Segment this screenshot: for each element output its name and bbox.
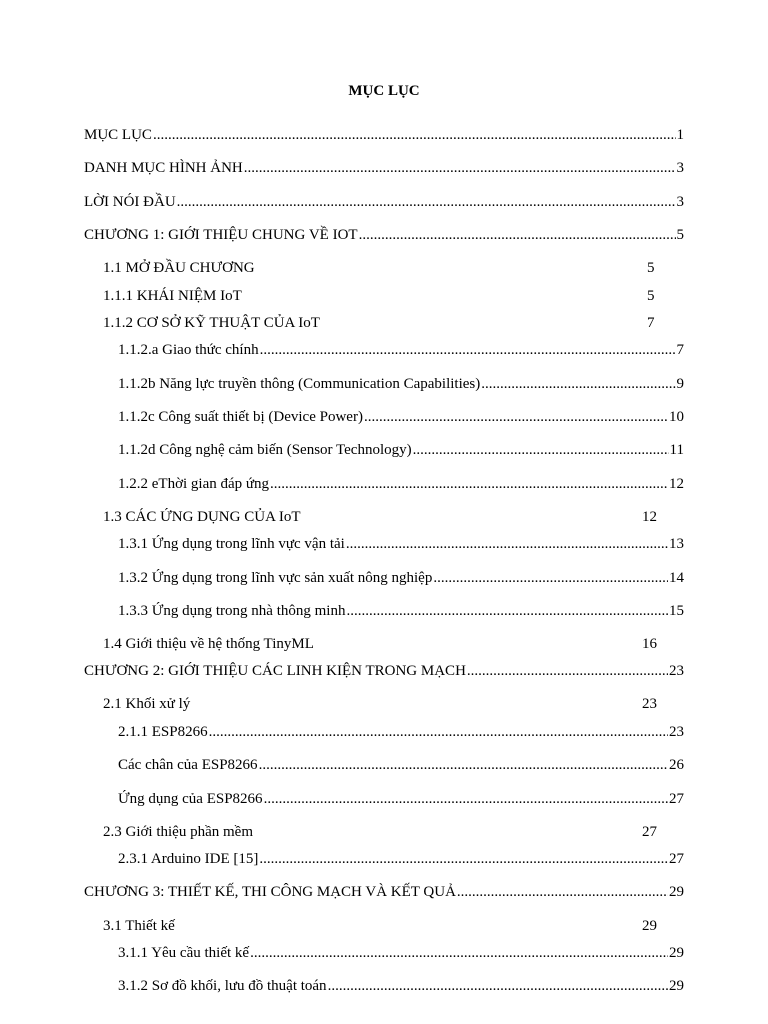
- toc-entry-page: 29: [669, 978, 684, 994]
- toc-entry-page: 12: [669, 476, 684, 492]
- toc-entry-label: 2.1.1 ESP8266: [118, 724, 208, 740]
- toc-entry-page: 3: [676, 160, 684, 176]
- toc-entry[interactable]: [118, 723, 684, 741]
- toc-entry-page: 5: [676, 227, 684, 243]
- toc-entry-label: 1.1.2.a Giao thức chính: [118, 342, 259, 358]
- toc-entry-label: 1.4 Giới thiệu về hệ thống TinyML: [103, 636, 314, 652]
- toc-entry[interactable]: [118, 535, 684, 553]
- toc-entry-page: 27: [642, 824, 657, 840]
- toc-entry-page: 29: [669, 884, 684, 900]
- dot-leader: [177, 193, 676, 211]
- toc-entry-label: CHƯƠNG 2: GIỚI THIỆU CÁC LINH KIỆN TRONG MẠCH: [84, 663, 466, 679]
- toc-entry-label: 3.1 Thiết kế: [103, 918, 175, 934]
- toc-entry[interactable]: [84, 193, 684, 211]
- toc-entry-page: 7: [676, 342, 684, 358]
- toc-entry-page: 11: [669, 442, 684, 458]
- toc-entry-page: 23: [669, 663, 684, 679]
- toc-entry-label: 1.3.1 Ứng dụng trong lĩnh vực vận tải: [118, 536, 345, 552]
- toc-entry-page: 27: [669, 851, 684, 867]
- toc-entry-page: 15: [669, 603, 684, 619]
- dot-leader: [346, 602, 668, 620]
- toc-entry-page: 23: [642, 696, 657, 712]
- toc-entry[interactable]: [118, 475, 684, 493]
- toc-entry[interactable]: [103, 823, 663, 841]
- dot-leader: [209, 723, 668, 741]
- dot-leader: [244, 159, 676, 177]
- toc-entry[interactable]: [118, 602, 684, 620]
- toc-entry[interactable]: [103, 508, 663, 526]
- toc-entry[interactable]: [118, 441, 684, 459]
- toc-entry-label: LỜI NÓI ĐẦU: [84, 194, 176, 210]
- toc-entry-page: 13: [669, 536, 684, 552]
- dot-leader: [467, 662, 668, 680]
- toc-entry-page: 23: [669, 724, 684, 740]
- toc-entry[interactable]: [84, 662, 684, 680]
- dot-leader: [259, 850, 668, 868]
- toc-entry-label: 1.3.3 Ứng dụng trong nhà thông minh: [118, 603, 346, 619]
- dot-leader: [328, 977, 668, 995]
- toc-entry[interactable]: [103, 917, 663, 935]
- toc-entry-label: 1.2.2 eThời gian đáp ứng: [118, 476, 270, 492]
- toc-entry-label: 1.1.2c Công suất thiết bị (Device Power): [118, 409, 363, 425]
- toc-entry-page: 12: [642, 509, 657, 525]
- toc-entry[interactable]: [103, 695, 663, 713]
- dot-leader: [359, 226, 676, 244]
- dot-leader: [153, 126, 676, 144]
- toc-entry-label: Ứng dụng của ESP8266: [118, 791, 263, 807]
- dot-leader: [413, 441, 669, 459]
- toc-entry-label: 3.1.2 Sơ đồ khối, lưu đồ thuật toán: [118, 978, 327, 994]
- dot-leader: [481, 375, 675, 393]
- dot-leader: [259, 756, 668, 774]
- toc-entry-page: 29: [669, 945, 684, 961]
- toc-entry[interactable]: [118, 850, 684, 868]
- toc-entry-page: 26: [669, 757, 684, 773]
- toc-entry-label: 3.1.1 Yêu cầu thiết kế: [118, 945, 250, 961]
- toc-entry[interactable]: [118, 977, 684, 995]
- dot-leader: [260, 341, 676, 359]
- toc-entry-page: 1: [676, 127, 684, 143]
- toc-entry-page: 10: [669, 409, 684, 425]
- toc-entry-page: 16: [642, 636, 657, 652]
- toc-entry-label: 1.3.2 Ứng dụng trong lĩnh vực sản xuất nông nghiệp: [118, 570, 433, 586]
- toc-entry-label: 1.1.2 CƠ SỞ KỸ THUẬT CỦA IoT: [103, 315, 320, 331]
- toc-entry[interactable]: [118, 408, 684, 426]
- toc-entry[interactable]: [103, 635, 663, 653]
- toc-entry[interactable]: [118, 790, 684, 808]
- dot-leader: [433, 569, 668, 587]
- dot-leader: [270, 475, 668, 493]
- toc-entry-page: 5: [647, 288, 655, 304]
- toc-entry-page: 14: [669, 570, 684, 586]
- toc-entry-page: 29: [642, 918, 657, 934]
- toc-entry-label: 1.1 MỞ ĐẦU CHƯƠNG: [103, 260, 255, 276]
- toc-entry-label: 2.1 Khối xử lý: [103, 696, 191, 712]
- toc-entry[interactable]: [118, 341, 684, 359]
- toc-entry-label: MỤC LỤC: [84, 127, 152, 143]
- toc-entry-label: Các chân của ESP8266: [118, 757, 258, 773]
- toc-entry-label: 1.1.2b Năng lực truyền thông (Communication Capabilities): [118, 376, 481, 392]
- toc-entry-label: 2.3.1 Arduino IDE [15]: [118, 851, 259, 867]
- toc-entry[interactable]: [118, 375, 684, 393]
- toc-entry[interactable]: [103, 259, 663, 277]
- toc-entry-page: 27: [669, 791, 684, 807]
- toc-entry-label: DANH MỤC HÌNH ẢNH: [84, 160, 243, 176]
- toc-title: MỤC LỤC: [348, 83, 420, 99]
- toc-entry-page: 7: [647, 315, 655, 331]
- toc-entry-label: 1.3 CÁC ỨNG DỤNG CỦA IoT: [103, 509, 301, 525]
- toc-entry[interactable]: [118, 944, 684, 962]
- toc-entry[interactable]: [103, 314, 663, 332]
- toc-entry-label: CHƯƠNG 1: GIỚI THIỆU CHUNG VỀ IOT: [84, 227, 358, 243]
- dot-leader: [264, 790, 668, 808]
- toc-entry[interactable]: [84, 159, 684, 177]
- toc-entry[interactable]: [118, 569, 684, 587]
- dot-leader: [457, 883, 668, 901]
- toc-entry-label: 2.3 Giới thiệu phần mềm: [103, 824, 253, 840]
- dot-leader: [250, 944, 668, 962]
- toc-entry-page: 5: [647, 260, 655, 276]
- toc-entry[interactable]: [84, 226, 684, 244]
- toc-entry[interactable]: [84, 883, 684, 901]
- dot-leader: [364, 408, 668, 426]
- toc-entry[interactable]: [118, 756, 684, 774]
- toc-entry-page: 9: [676, 376, 684, 392]
- toc-entry-page: 3: [676, 194, 684, 210]
- toc-entry-label: 1.1.1 KHÁI NIỆM IoT: [103, 288, 242, 304]
- dot-leader: [346, 535, 668, 553]
- toc-entry-label: 1.1.2d Công nghệ cảm biến (Sensor Technology): [118, 442, 412, 458]
- toc-entry-label: CHƯƠNG 3: THIẾT KẾ, THI CÔNG MẠCH VÀ KẾT QUẢ: [84, 884, 456, 900]
- toc-entry[interactable]: [103, 287, 663, 305]
- toc-entry[interactable]: [84, 126, 684, 144]
